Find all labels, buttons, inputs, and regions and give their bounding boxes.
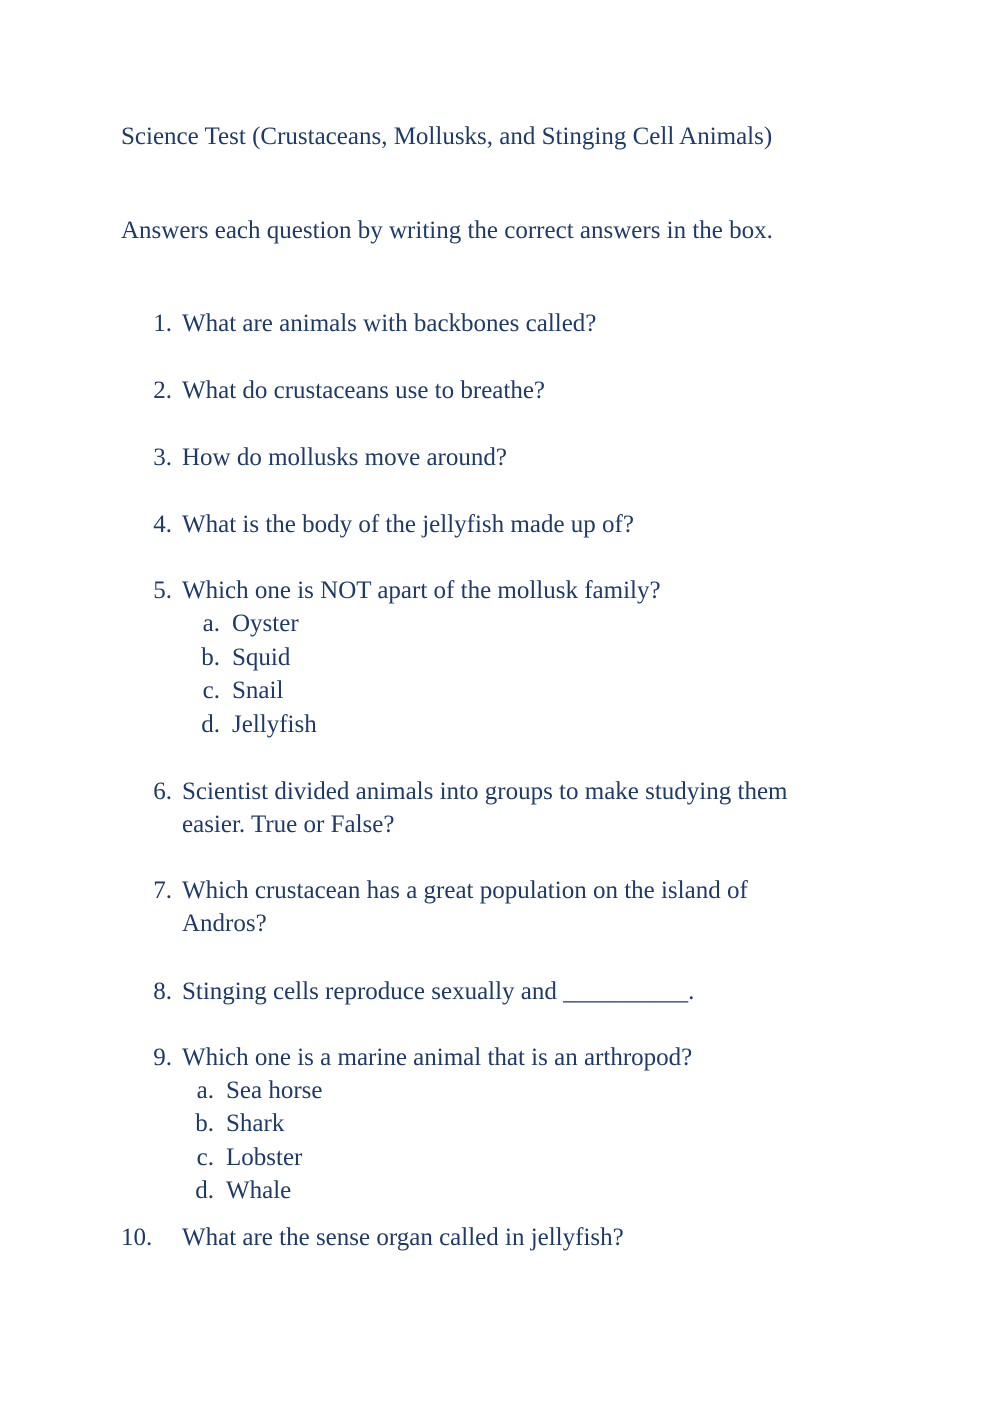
option-text: Jellyfish <box>232 711 317 738</box>
question-text: What is the body of the jellyfish made up of? <box>182 511 634 538</box>
instructions: Answers each question by writing the correct answers in the box. <box>121 217 773 244</box>
question-text: How do mollusks move around? <box>182 444 507 471</box>
page-title: Science Test (Crustaceans, Mollusks, and Stinging Cell Animals) <box>121 123 773 150</box>
question-text: What are animals with backbones called? <box>182 310 597 337</box>
option-text: Shark <box>226 1110 285 1137</box>
option-letter: d. <box>201 711 220 738</box>
question-number: 8. <box>153 978 172 1005</box>
option-text: Squid <box>232 644 291 671</box>
question-number: 7. <box>153 877 172 904</box>
option-letter: b. <box>201 644 220 671</box>
option-letter: a. <box>196 1077 214 1104</box>
question-text: What are the sense organ called in jellyfish? <box>182 1224 624 1251</box>
question-text: What do crustaceans use to breathe? <box>182 377 546 404</box>
option-letter: b. <box>195 1110 214 1137</box>
option-text: Sea horse <box>226 1077 323 1104</box>
option-letter: a. <box>202 610 220 637</box>
question-text: Stinging cells reproduce sexually and __________. <box>182 978 695 1005</box>
question-number: 4. <box>153 511 172 538</box>
question-number: 5. <box>153 577 172 604</box>
question-number: 10. <box>121 1224 153 1251</box>
question-text: Which one is a marine animal that is an arthropod? <box>182 1044 693 1071</box>
question-text-continued: Andros? <box>182 910 267 937</box>
option-letter: c. <box>202 677 220 704</box>
option-text: Whale <box>226 1177 292 1204</box>
option-letter: c. <box>196 1144 214 1171</box>
question-text: Which crustacean has a great population on the island of <box>182 877 748 904</box>
option-text: Oyster <box>232 610 299 637</box>
option-text: Lobster <box>226 1144 303 1171</box>
question-number: 1. <box>153 310 172 337</box>
question-number: 3. <box>153 444 172 471</box>
question-number: 9. <box>153 1044 172 1071</box>
option-letter: d. <box>195 1177 214 1204</box>
question-text: Scientist divided animals into groups to make studying them <box>182 778 788 805</box>
option-text: Snail <box>232 677 284 704</box>
question-text-continued: easier. True or False? <box>182 811 395 838</box>
question-number: 2. <box>153 377 172 404</box>
question-text: Which one is NOT apart of the mollusk family? <box>182 577 661 604</box>
question-number: 6. <box>153 778 172 805</box>
